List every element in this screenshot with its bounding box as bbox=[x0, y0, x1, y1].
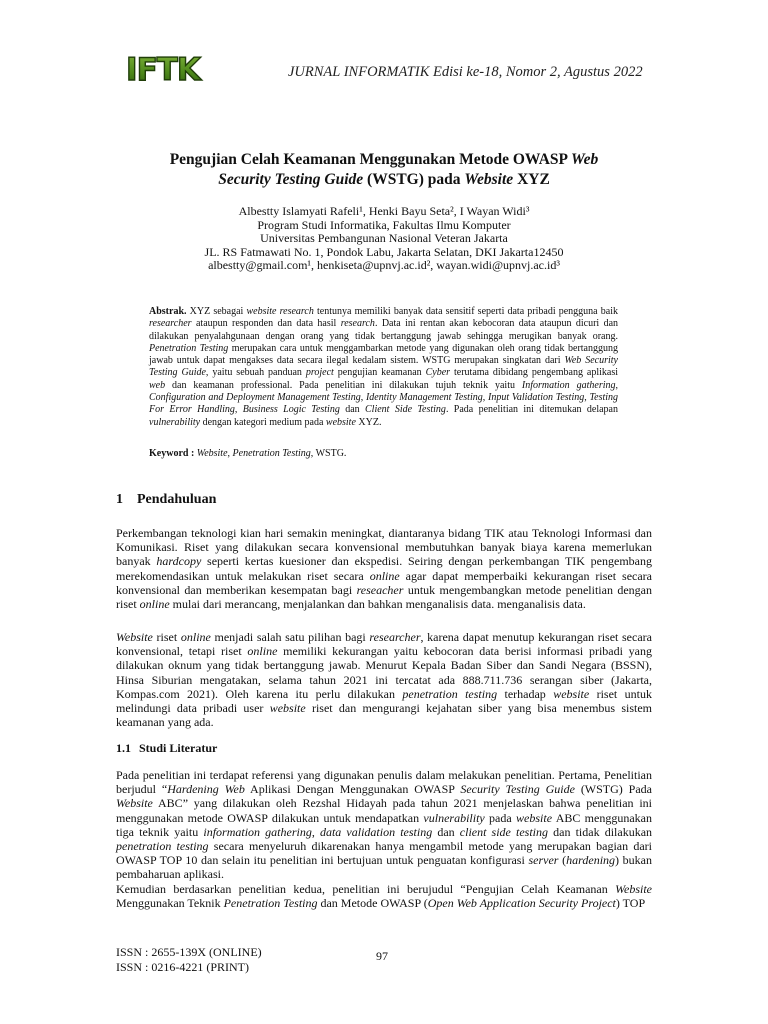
subsection-title: Studi Literatur bbox=[139, 741, 218, 755]
affiliation-program: Program Studi Informatika, Fakultas Ilmu Komputer bbox=[257, 217, 511, 232]
affiliation-university: Universitas Pembangunan Nasional Veteran Jakarta bbox=[260, 231, 508, 245]
issn-online: ISSN : 2655-139X (ONLINE) bbox=[116, 945, 262, 959]
section-title: Pendahuluan bbox=[137, 492, 217, 507]
journal-logo bbox=[114, 50, 212, 86]
affiliation-address: JL. RS Fatmawati No. 1, Pondok Labu, Jakarta Selatan, DKI Jakarta12450 bbox=[204, 244, 564, 259]
section-heading bbox=[116, 492, 216, 508]
paragraph: Website riset online menjadi salah satu pilihan bagi researcher, karena dapat menutup kekurangan riset secara konvensional, tetapi riset online memiliki kekurangan yaitu kebocoran data berisi informasi pribadi yang dilakukan oknum yang tidak bertanggung jawab. Menurut Kepala Badan Siber dan Sandi Negara (BSSN), Hinsa Siburian mengatakan, selama tahun 2021 ini tercatat ada 888.711.736 serangan siber (Jakarta, Kompas.com 2021). Oleh karena itu perlu dilakukan penetration testing terhadap website riset untuk melindungi data pribadi user website riset dan mengurangi kejahatan siber yang bisa menembus sistem keamanan yang ada. bbox=[116, 630, 652, 730]
section-number: 1 bbox=[116, 492, 123, 507]
svg-text:IFTK: IFTK bbox=[126, 52, 200, 86]
journal-header: JURNAL INFORMATIK Edisi ke-18, Nomor 2, Agustus 2022 bbox=[288, 64, 643, 80]
keywords: Keyword : Website, Penetration Testing, WSTG. bbox=[149, 448, 347, 459]
issn-print: ISSN : 0216-4221 (PRINT) bbox=[116, 960, 250, 974]
paragraph: Pada penelitian ini terdapat referensi yang digunakan penulis dalam melakukan penelitian. Pertama, Penelitian berjudul “Hardening Web Aplikasi Dengan Menggunakan OWASP Security Testing Guide (WSTG) Pada Website ABC” yang dilakukan oleh Rezshal Hidayah pada tahun 2021 menjelaskan bahwa penelitian ini menggunakan metode OWASP dilakukan untuk mendapatkan vulnerability pada website ABC menggunakan tiga teknik yaitu information gathering, data validation testing dan client side testing dan tidak dilakukan penetration testing secara menyeluruh dikarenakan hanya mengambil metode yang merupakan bagian dari OWASP TOP 10 dan selain itu penelitian ini bertujuan untuk penguatan konfigurasi server (hardening) bukan pembaharuan aplikasi. Kemudian berdasarkan penelitian kedua, penelitian ini berujudul “Pengujian Celah Keamanan Website Menggunakan Teknik Penetration Testing dan Metode OWASP (Open Web Application Security Project) TOP bbox=[116, 768, 653, 910]
page-number: 97 bbox=[376, 949, 388, 963]
paragraph: Perkembangan teknologi kian hari semakin meningkat, diantaranya bidang TIK atau Teknologi Informasi dan Komunikasi. Riset yang dilakukan secara konvensional membutuhkan banyak biaya karena memerlukan banyak hardcopy seperti kertas kuesioner dan ekspedisi. Seiring dengan perkembangan TIK pengembang merekomendasikan untuk melakukan riset secara online agar dapat memperbaiki kekurangan riset secara konvensional dan memberikan kesempatan bagi reseacher untuk mengembangkan metode penelitian dengan riset online mulai dari merancang, menjalankan dan bahkan menganalisis data. menganalisis data. bbox=[116, 526, 652, 612]
author-emails: albestty@gmail.com¹, henkiseta@upnvj.ac.id², wayan.widi@upnvj.ac.id³ bbox=[208, 258, 560, 272]
paper-title: Pengujian Celah Keamanan Menggunakan Metode OWASP Web Security Testing Guide (WSTG) pada Website XYZ bbox=[169, 151, 599, 188]
abstract: Abstrak. XYZ sebagai website research tentunya memiliki banyak data sensitif seperti data pribadi pengguna baik researcher ataupun responden dan data hasil research. Data ini rentan akan kebocoran data ataupun dicuri dan dilakukan penyalahgunaan dengan orang yang tidak bertanggung jawab sehingga merugikan banyak orang. Penetration Testing merupakan cara untuk menggambarkan metode yang digunakan oleh orang tidak bertanggung jawab untuk dapat mengakses data secara ilegal kedalam sistem. WSTG merupakan singkatan dari Web Security Testing Guide, yaitu sebuah panduan project pengujian keamanan Cyber terutama dibidang pengembang aplikasi web dan keamanan professional. Pada penelitian ini dilakukan tujuh teknik yaitu Information gathering, Configuration and Deployment Management Testing, Identity Management Testing, Input Validation Testing, Testing For Error Handling, Business Logic Testing dan Client Side Testing. Pada penelitian ini ditemukan delapan vulnerability dengan kategori medium pada website XYZ. bbox=[149, 306, 619, 428]
subsection-number: 1.1 bbox=[116, 741, 131, 755]
author-names: Albestty Islamyati Rafeli¹, Henki Bayu Seta², I Wayan Widi³ bbox=[238, 204, 530, 218]
author-block bbox=[120, 205, 648, 273]
subsection-heading bbox=[116, 741, 217, 756]
issn-block bbox=[116, 945, 262, 975]
